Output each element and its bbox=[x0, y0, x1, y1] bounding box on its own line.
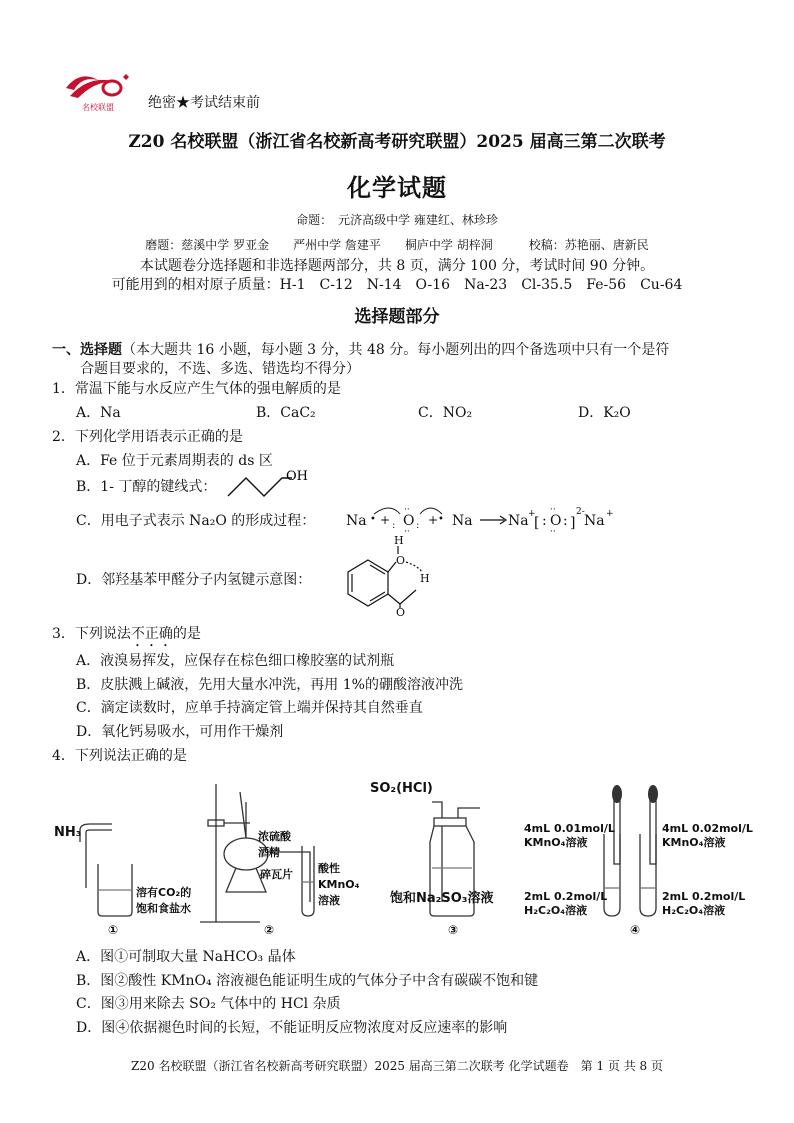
svg-text:•: • bbox=[370, 514, 376, 525]
svg-text:③: ③ bbox=[448, 923, 459, 937]
exam-info: 本试题卷分选择题和非选择题两部分，共 8 页，满分 100 分，考试时间 90 分钟。 bbox=[139, 258, 655, 274]
q4-option-a: A．图①可制取大量 NaHCO₃ 晶体 bbox=[76, 949, 296, 965]
q4-option-c: C．图③用来除去 SO₂ 气体中的 HCl 杂质 bbox=[76, 996, 341, 1012]
svg-text:KMnO₄溶液: KMnO₄溶液 bbox=[662, 836, 726, 849]
svg-text:+: + bbox=[606, 509, 614, 519]
svg-text:④: ④ bbox=[630, 923, 641, 937]
svg-text:饱和Na₂SO₃溶液: 饱和Na₂SO₃溶液 bbox=[390, 891, 494, 906]
svg-text:②: ② bbox=[264, 923, 275, 937]
q2-option-a: A．Fe 位于元素周期表的 ds 区 bbox=[76, 453, 273, 469]
svg-text:溶液: 溶液 bbox=[318, 894, 340, 907]
svg-text:溶有CO₂的: 溶有CO₂的 bbox=[136, 886, 192, 899]
svg-text:OH: OH bbox=[286, 469, 308, 484]
svg-text:•: • bbox=[438, 514, 444, 525]
svg-text:+: + bbox=[380, 513, 391, 527]
q1-stem: 1．常温下能与水反应产生气体的强电解质的是 bbox=[52, 381, 341, 397]
q2-option-b: B．1- 丁醇的键线式： bbox=[76, 479, 217, 495]
svg-text:浓硫酸: 浓硫酸 bbox=[258, 830, 291, 843]
q1-option-b: B．CaC₂ bbox=[256, 405, 316, 421]
q2-option-d: D．邻羟基苯甲醛分子内氢键示意图： bbox=[76, 572, 312, 588]
svg-text::: : bbox=[542, 513, 547, 529]
svg-text::: : bbox=[392, 520, 396, 531]
butanol-skeletal-formula bbox=[224, 466, 314, 500]
svg-text:KMnO₄溶液: KMnO₄溶液 bbox=[524, 836, 588, 849]
svg-text:··: ·· bbox=[404, 505, 410, 515]
svg-text:NH₃: NH₃ bbox=[54, 825, 82, 840]
svg-text:Na: Na bbox=[584, 513, 605, 529]
svg-text:2mL 0.2mol/L: 2mL 0.2mol/L bbox=[662, 890, 746, 903]
q3-option-a: A．液溴易挥发，应保存在棕色细口橡胶塞的试剂瓶 bbox=[76, 653, 395, 669]
reviewers: 磨题：慈溪中学 罗亚金 严州中学 詹建平 桐庐中学 胡梓洞 校稿：苏艳丽、唐新民 bbox=[145, 238, 649, 252]
logo bbox=[60, 66, 140, 114]
svg-text:+: + bbox=[528, 509, 536, 519]
svg-text:H₂C₂O₄溶液: H₂C₂O₄溶液 bbox=[662, 904, 726, 917]
part-desc: 合题目要求的，不选、多选、错选均不得分） bbox=[80, 361, 360, 377]
q4-apparatus-figure bbox=[50, 772, 780, 937]
q3-stem: 3．下列说法不正确的是 bbox=[52, 626, 201, 642]
svg-text:酸性: 酸性 bbox=[318, 862, 340, 875]
q1-option-d: D．K₂O bbox=[578, 405, 631, 421]
q3-option-d: D．氧化钙易吸水，可用作干燥剂 bbox=[76, 724, 284, 740]
subject-title: 化学试题 bbox=[347, 173, 447, 202]
q3-option-c: C．滴定读数时，应单手持滴定管上端并保持其自然垂直 bbox=[76, 700, 423, 716]
q4-option-b: B．图②酸性 KMnO₄ 溶液褪色能证明生成的气体分子中含有碳碳不饱和键 bbox=[76, 973, 539, 989]
q3-option-b: B．皮肤溅上碱液，先用大量水冲洗，再用 1%的硼酸溶液冲洗 bbox=[76, 677, 463, 693]
svg-text:2-: 2- bbox=[576, 507, 585, 517]
svg-text:名校联盟: 名校联盟 bbox=[82, 103, 114, 112]
svg-text:O: O bbox=[396, 554, 406, 567]
confidential-label: 绝密★考试结束前 bbox=[148, 95, 260, 111]
svg-text:酒精: 酒精 bbox=[258, 846, 280, 859]
q2-stem: 2．下列化学用语表示正确的是 bbox=[52, 429, 243, 445]
q4-stem: 4．下列说法正确的是 bbox=[52, 748, 187, 764]
svg-text:[: [ bbox=[534, 515, 540, 531]
section-title: 选择题部分 bbox=[354, 307, 440, 327]
svg-text:4mL 0.01mol/L: 4mL 0.01mol/L bbox=[524, 822, 615, 835]
part-heading: 一、选择题（本大题共 16 小题，每小题 3 分，共 48 分。每小题列出的四个备选项中只有一个是符 bbox=[52, 342, 670, 358]
svg-text:O: O bbox=[403, 513, 415, 529]
svg-text:①: ① bbox=[108, 923, 119, 937]
q1-option-a: A．Na bbox=[76, 405, 121, 421]
salicylaldehyde-structure bbox=[338, 532, 438, 616]
svg-text:··: ·· bbox=[550, 527, 556, 537]
q4-option-d: D．图④依据褪色时间的长短，不能证明反应物浓度对反应速率的影响 bbox=[76, 1020, 508, 1036]
svg-text:+: + bbox=[428, 513, 439, 527]
svg-text:SO₂(HCl): SO₂(HCl) bbox=[370, 781, 433, 796]
authors: 命题： 元济高级中学 雍建红、林珍珍 bbox=[296, 213, 498, 227]
svg-text:Na: Na bbox=[452, 513, 473, 529]
page-footer: Z20 名校联盟（浙江省名校新高考研究联盟）2025 届高三第二次联考 化学试题卷 第 1 页 共 8 页 bbox=[131, 1059, 663, 1073]
svg-text:碎瓦片: 碎瓦片 bbox=[260, 868, 293, 881]
exam-title: Z20 名校联盟（浙江省名校新高考研究联盟）2025 届高三第二次联考 bbox=[128, 132, 666, 152]
svg-text:]: ] bbox=[570, 515, 576, 531]
svg-text:O: O bbox=[396, 606, 406, 616]
svg-text::: : bbox=[416, 520, 420, 531]
svg-text:2mL 0.2mol/L: 2mL 0.2mol/L bbox=[524, 890, 608, 903]
svg-text:H: H bbox=[394, 534, 404, 547]
svg-text:··: ·· bbox=[404, 527, 410, 537]
svg-text::: : bbox=[563, 513, 568, 529]
svg-text:4mL 0.02mol/L: 4mL 0.02mol/L bbox=[662, 822, 753, 835]
svg-text:饱和食盐水: 饱和食盐水 bbox=[136, 902, 191, 915]
svg-text:Na: Na bbox=[346, 513, 367, 529]
atomic-masses: 可能用到的相对原子质量：H-1 C-12 N-14 O-16 Na-23 Cl-35.5 Fe-56 Cu-64 bbox=[111, 277, 683, 293]
q1-option-c: C．NO₂ bbox=[418, 405, 473, 421]
svg-text:KMnO₄: KMnO₄ bbox=[318, 878, 360, 891]
svg-text:Na: Na bbox=[508, 513, 529, 529]
svg-text:··: ·· bbox=[550, 505, 556, 515]
svg-text:H: H bbox=[420, 572, 430, 585]
svg-text:O: O bbox=[550, 513, 562, 529]
svg-text:H₂C₂O₄溶液: H₂C₂O₄溶液 bbox=[524, 904, 588, 917]
q2-option-c: C．用电子式表示 Na₂O 的形成过程： bbox=[76, 513, 316, 529]
